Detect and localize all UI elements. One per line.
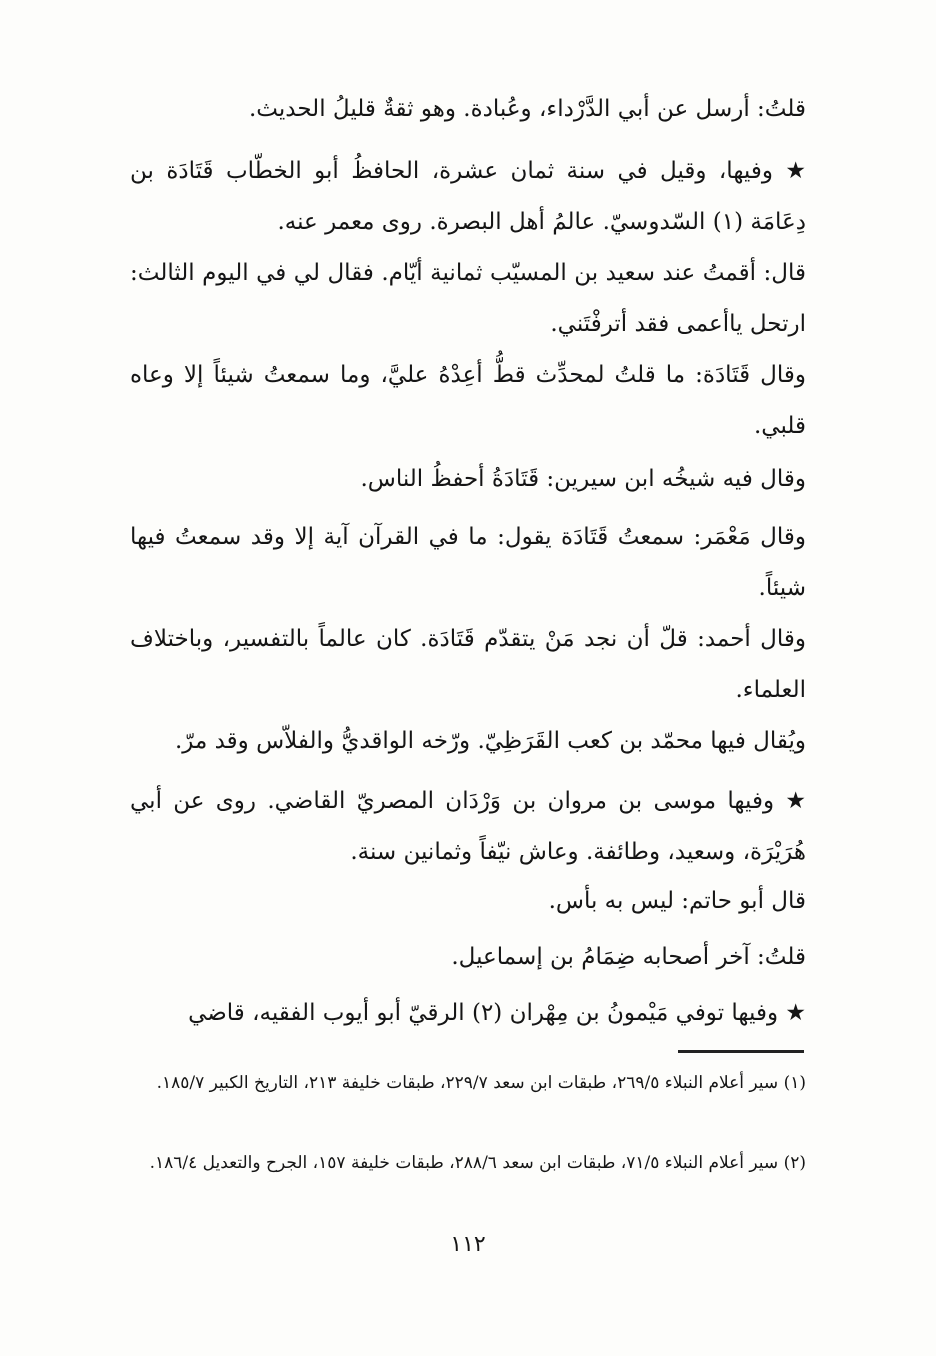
page-number: ١١٢ (450, 1232, 486, 1257)
paragraph-2: ★ وفيها، وقيل في سنة ثمان عشرة، الحافظُ أبو الخطّاب قَتَادَة بن دِعَامَة (١) السّدوسيّ. عالمُ أهل البصرة. روى معمر عنه. (130, 158, 806, 235)
paragraph-4: وقال قَتَادَة: ما قلتُ لمحدِّث قطُّ أعِدْهُ عليَّ، وما سمعتُ شيئاً إلا وعاه قلبي. (130, 362, 806, 439)
paragraph-5: وقال فيه شيخُه ابن سيرين: قَتَادَةُ أحفظُ الناس. (360, 466, 806, 492)
footnote-divider (678, 1050, 804, 1053)
paragraph-9: ★ وفيها موسى بن مروان بن وَرْدَان المصريّ القاضي. روى عن أبي هُرَيْرَة، وسعيد، وطائفة. وعاش نيّفاً وثمانين سنة. (130, 788, 806, 865)
paragraph-6: وقال مَعْمَر: سمعتُ قَتَادَة يقول: ما في القرآن آية إلا وقد سمعتُ فيها شيئاً. (130, 524, 806, 601)
paragraph-3: قال: أقمتُ عند سعيد بن المسيّب ثمانية أيّام. فقال لي في اليوم الثالث: ارتحل ياأعمى فقد أترفْتَني. (130, 260, 806, 337)
paragraph-10: قال أبو حاتم: ليس به بأس. (548, 888, 806, 914)
footnote-1: (١) سير أعلام النبلاء ٢٦٩/٥، طبقات ابن سعد ٢٢٩/٧، طبقات خليفة ٢١٣، التاريخ الكبير ١٨٥/٧. (156, 1073, 806, 1093)
paragraph-11: قلتُ: آخر أصحابه ضِمَامُ بن إسماعيل. (451, 944, 806, 970)
footnote-2: (٢) سير أعلام النبلاء ٧١/٥، طبقات ابن سعد ٢٨٨/٦، طبقات خليفة ١٥٧، الجرح والتعديل ١٨٦/٤. (149, 1153, 806, 1173)
paragraph-8: ويُقال فيها محمّد بن كعب القَرَظِيّ. ورّخه الواقديُّ والفلاّس وقد مرّ. (174, 728, 806, 754)
paragraph-1: قلتُ: أرسل عن أبي الدَّرْداء، وعُبادة. وهو ثقةٌ قليلُ الحديث. (248, 96, 806, 122)
paragraph-7: وقال أحمد: قلّ أن نجد مَنْ يتقدّم قَتَادَة. كان عالماً بالتفسير، وباختلاف العلماء. (130, 626, 806, 703)
paragraph-12: ★ وفيها توفي مَيْمونُ بن مِهْران (٢) الرقيّ أبو أيوب الفقيه، قاضي (188, 1000, 806, 1026)
